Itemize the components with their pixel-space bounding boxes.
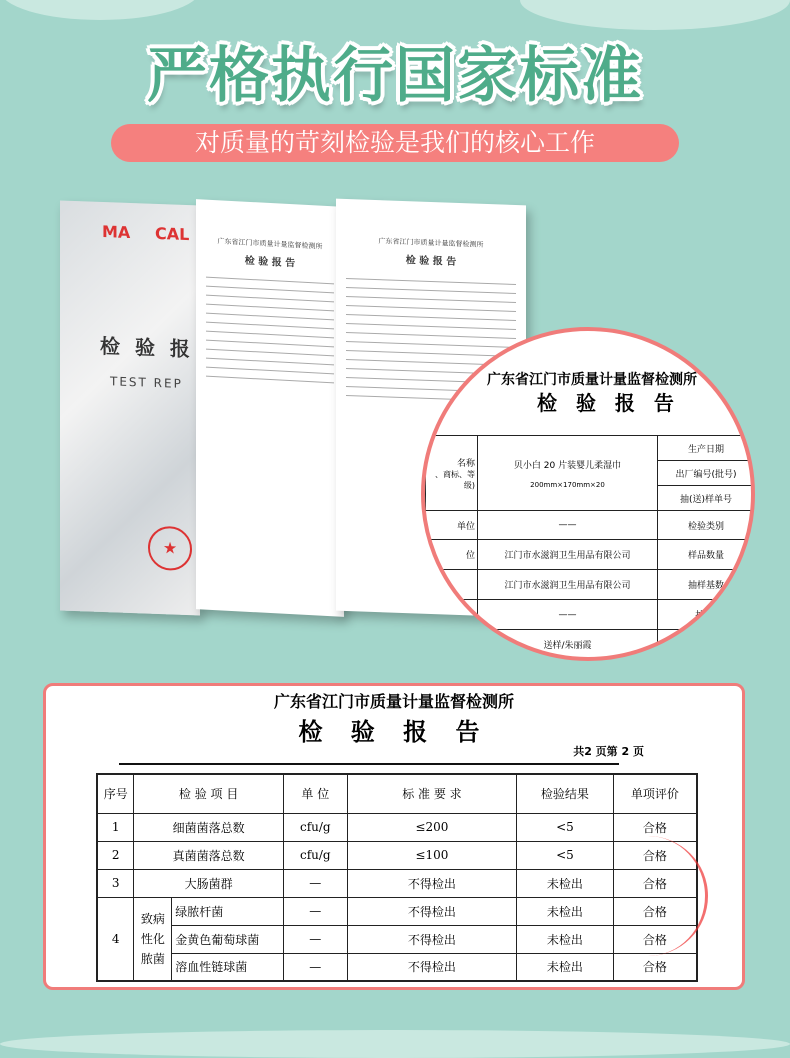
- page-title: 严格执行国家标准: [147, 41, 643, 111]
- cal-logo: CAL: [155, 223, 190, 245]
- table-row: 金黄色葡萄球菌 — 不得检出 未检出 合格: [97, 925, 697, 953]
- field-label: 检验类别: [658, 511, 755, 540]
- magnifier-zoom: [421, 327, 755, 661]
- magnifier-title: 检 验 报 告: [537, 391, 680, 415]
- table-row: 溶血性链球菌 — 不得检出 未检出 合格: [97, 953, 697, 981]
- field-value: 江门市水滋润卫生用品有限公司: [478, 570, 658, 600]
- field-label: 样品数量: [658, 540, 755, 570]
- report-title: 检 验 报 告: [298, 718, 490, 746]
- field-value: 江门市水滋润卫生用品有限公司: [478, 540, 658, 570]
- report-page-1: [196, 199, 344, 617]
- table-row: 2 真菌菌落总数 cfu/g ≤100 <5 合格: [97, 841, 697, 869]
- decor-cloud: [0, 1030, 790, 1058]
- name-sub: 、商标、等级): [435, 469, 475, 490]
- results-table: [96, 773, 698, 982]
- certificate-image: [60, 201, 200, 616]
- report-org: 广东省江门市质量计量监督检测所: [273, 692, 514, 711]
- field-label: 抽(送)样单号: [658, 486, 755, 511]
- paper-org: 广东省江门市质量计量监督检测所: [378, 237, 484, 249]
- decor-cloud: [520, 0, 790, 30]
- paper-org: 广东省江门市质量计量监督检测所: [217, 237, 323, 251]
- subtitle-banner: 对质量的苛刻检验是我们的核心工作: [111, 124, 679, 162]
- field-label: 抽样基数: [658, 570, 755, 600]
- table-row: 1 细菌菌落总数 cfu/g ≤200 <5 合格: [97, 813, 697, 841]
- table-row: 3 大肠菌群 — 不得检出 未检出 合格: [97, 869, 697, 897]
- table-header: 序号 检 验 项 目 单 位 标 准 要 求 检验结果 单项评价: [97, 774, 697, 813]
- product-spec: 200mm×170mm×20: [530, 480, 605, 489]
- decor-cloud: [0, 0, 200, 20]
- name-label: 名称: [456, 458, 475, 469]
- field-value: 送样/朱丽霞: [478, 630, 658, 660]
- certificate-title: 检 验 报: [100, 333, 194, 362]
- page-indicator: 共2 页第 2 页: [573, 745, 644, 758]
- paper-title: 检 验 报 告: [405, 255, 457, 268]
- ma-logo: MA: [102, 222, 131, 243]
- field-label: 位: [426, 540, 478, 570]
- field-value: ——: [478, 600, 658, 630]
- certificate-en: TEST REP: [110, 374, 183, 391]
- field-value: ——: [478, 511, 658, 540]
- field-label: 生产日期: [658, 436, 755, 461]
- stamp-icon: ★: [148, 526, 192, 572]
- field-label: 单位: [426, 511, 478, 540]
- magnifier-table: [425, 435, 755, 660]
- divider: [119, 763, 619, 765]
- field-label: 抽(送: [658, 600, 755, 630]
- field-label: 出厂编号(批号): [658, 461, 755, 486]
- table-row: 4 致病性化脓菌 绿脓杆菌 — 不得检出 未检出 合格: [97, 897, 697, 925]
- magnifier-org: 广东省江门市质量计量监督检测所: [487, 372, 697, 388]
- product-name: 贝小白 20 片装婴儿柔湿巾: [513, 460, 622, 471]
- paper-title: 检 验 报 告: [244, 255, 296, 270]
- report-card: [43, 683, 745, 990]
